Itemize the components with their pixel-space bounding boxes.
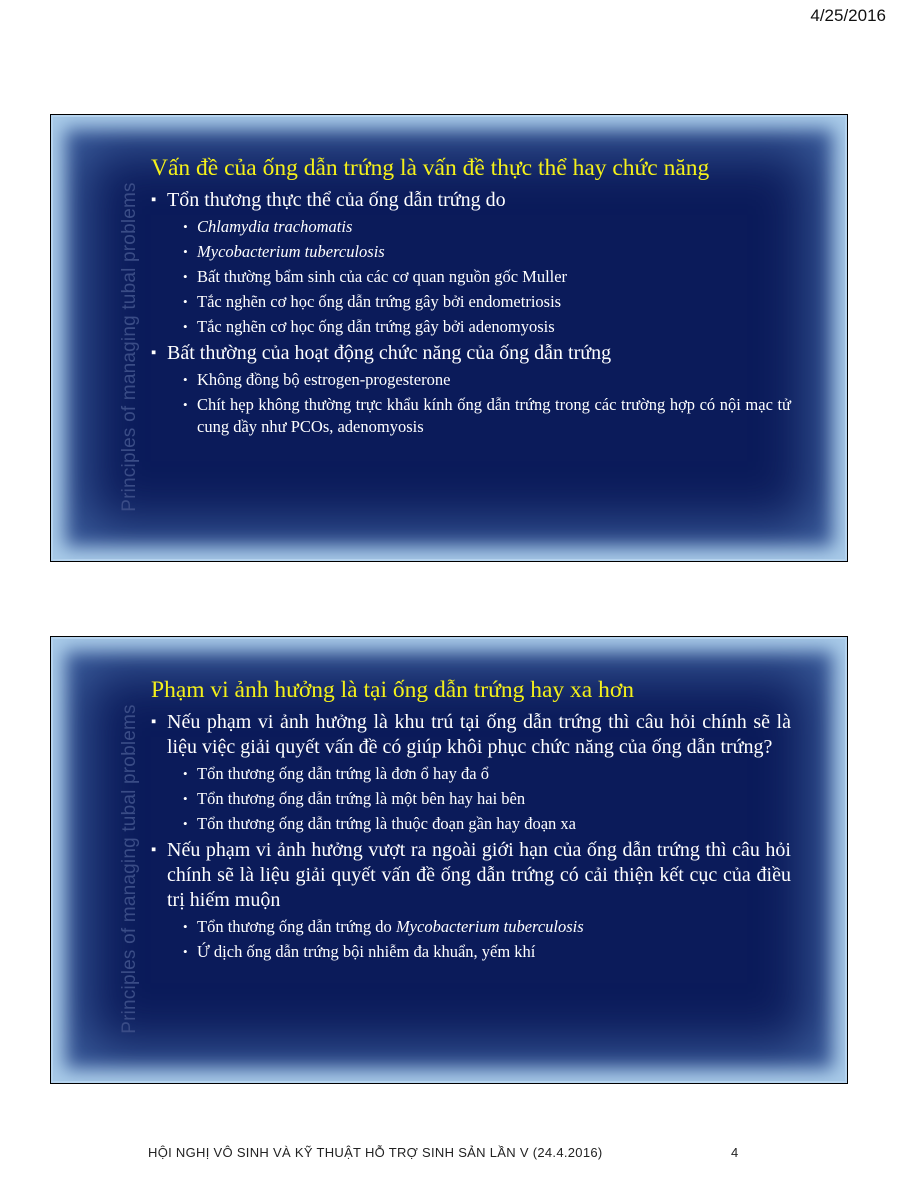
bullet-level2 <box>151 266 791 288</box>
page-date: 4/25/2016 <box>810 6 886 25</box>
dot-bullet-icon: • <box>183 319 188 334</box>
slide-content <box>151 677 791 966</box>
bullet-level2 <box>151 763 791 785</box>
bullet-text: Chít hẹp không thường trực khẩu kính ống dẫn trứng trong các trường hợp có nội mạc tử cung dầy như PCOs, adenomyosis <box>197 395 791 436</box>
bullet-text: Tổn thương ống dẫn trứng là đơn ổ hay đa ổ <box>197 764 489 783</box>
bullet-text: Không đồng bộ estrogen-progesterone <box>197 370 451 389</box>
slide-content <box>151 155 791 441</box>
slide-title: Phạm vi ảnh hưởng là tại ống dẫn trứng hay xa hơn <box>151 677 635 703</box>
dot-bullet-icon: • <box>183 397 188 412</box>
dot-bullet-icon: • <box>183 944 188 959</box>
bullet-text: Mycobacterium tuberculosis <box>197 242 385 261</box>
slide-2 <box>50 636 848 1084</box>
square-bullet-icon: ▪ <box>151 714 157 730</box>
bullet-level2 <box>151 941 791 963</box>
bullet-text: Bất thường của hoạt động chức năng của ống dẫn trứng <box>167 342 612 364</box>
slide-sidebar-title <box>115 167 145 527</box>
bullet-level1 <box>151 838 791 913</box>
dot-bullet-icon: • <box>183 219 188 234</box>
dot-bullet-icon: • <box>183 372 188 387</box>
bullet-text: Ứ dịch ống dẫn trứng bội nhiễm đa khuẩn, yếm khí <box>197 942 536 961</box>
dot-bullet-icon: • <box>183 791 188 806</box>
slide-sidebar-title <box>115 689 145 1049</box>
dot-bullet-icon: • <box>183 816 188 831</box>
bullet-text: Tắc nghẽn cơ học ống dẫn trứng gây bởi adenomyosis <box>197 317 555 336</box>
bullet-text: Nếu phạm vi ảnh hưởng là khu trú tại ống dẫn trứng thì câu hỏi chính sẽ là liệu việc giải quyết vấn đề có giúp khôi phục chức năng của ống dẫn trứng? <box>167 711 791 758</box>
bullet-text: Tổn thương ống dẫn trứng là một bên hay hai bên <box>197 789 526 808</box>
sidebar-text: Principles of managing tubal problems <box>119 704 140 1034</box>
bullet-level2 <box>151 394 791 438</box>
bullet-level1 <box>151 188 791 213</box>
dot-bullet-icon: • <box>183 766 188 781</box>
bullet-level2 <box>151 369 791 391</box>
bullet-text: Nếu phạm vi ảnh hưởng vượt ra ngoài giới hạn của ống dẫn trứng thì câu hỏi chính sẽ là liệu giải quyết vấn đề ống dẫn trứng có cải thiện kết cục của điều trị hiếm muộn <box>167 839 791 911</box>
bullet-text: Tổn thương ống dẫn trứng do <box>197 917 396 936</box>
bullet-text: Tổn thương thực thể của ống dẫn trứng do <box>167 189 506 211</box>
dot-bullet-icon: • <box>183 269 188 284</box>
dot-bullet-icon: • <box>183 244 188 259</box>
bullet-level2 <box>151 241 791 263</box>
slide-title: Vấn đề của ống dẫn trứng là vấn đề thực thể hay chức năng <box>151 155 710 181</box>
bullet-level1 <box>151 710 791 760</box>
square-bullet-icon: ▪ <box>151 345 157 361</box>
bullet-level2 <box>151 788 791 810</box>
dot-bullet-icon: • <box>183 294 188 309</box>
bullet-text-italic: Mycobacterium tuberculosis <box>395 917 584 936</box>
bullet-level2 <box>151 316 791 338</box>
page-number: 4 <box>731 1145 739 1160</box>
page-footer: HỘI NGHỊ VÔ SINH VÀ KỸ THUẬT HỖ TRỢ SINH SẢN LẦN V (24.4.2016) <box>148 1145 603 1160</box>
bullet-level2 <box>151 813 791 835</box>
bullet-text: Bất thường bẩm sinh của các cơ quan nguồn gốc Muller <box>197 267 568 286</box>
slide-1 <box>50 114 848 562</box>
square-bullet-icon: ▪ <box>151 192 157 208</box>
bullet-text: Tổn thương ống dẫn trứng là thuộc đoạn gần hay đoạn xa <box>197 814 576 833</box>
bullet-level1 <box>151 341 791 366</box>
bullet-level2 <box>151 216 791 238</box>
dot-bullet-icon: • <box>183 919 188 934</box>
sidebar-text: Principles of managing tubal problems <box>119 182 140 512</box>
square-bullet-icon: ▪ <box>151 842 157 858</box>
bullet-level2 <box>151 916 791 938</box>
bullet-text: Tắc nghẽn cơ học ống dẫn trứng gây bởi endometriosis <box>197 292 562 311</box>
bullet-text: Chlamydia trachomatis <box>197 217 353 236</box>
bullet-level2 <box>151 291 791 313</box>
